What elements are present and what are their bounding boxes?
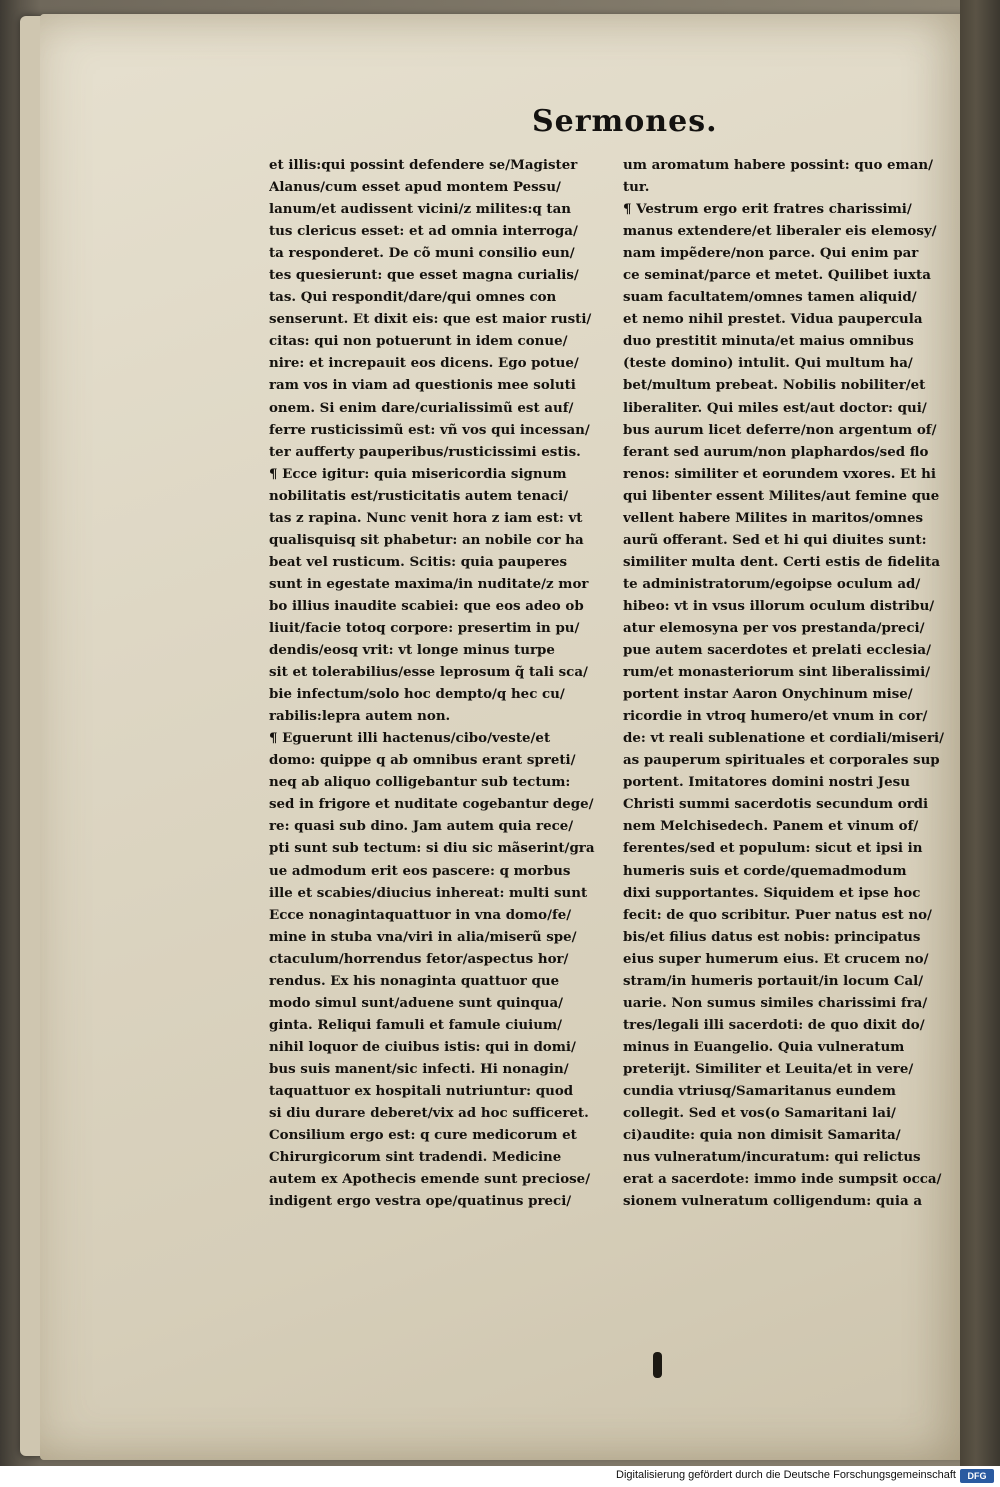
text-line: sunt in egestate maxima/in nuditate/z mor <box>269 575 589 592</box>
text-line: (teste domino) intulit. Qui multum ha/ <box>623 355 913 372</box>
text-line: si diu durare deberet/vix ad hoc sufficeret. <box>269 1105 589 1122</box>
text-line: et nemo nihil prestet. Vidua paupercula <box>623 311 923 328</box>
text-line: pue autem sacerdotes et prelati ecclesia/ <box>623 642 931 659</box>
text-line: ferre rusticissimũ est: vñ vos qui incessan/ <box>269 421 590 438</box>
text-line: neq ab aliquo colligebantur sub tectum: <box>269 774 571 791</box>
text-line: qui libenter essent Milites/aut femine que <box>623 487 940 504</box>
text-line: preterijt. Similiter et Leuita/et in vere/ <box>623 1060 914 1077</box>
text-line: lanum/et audissent vicini/z milites:q tan <box>269 201 572 218</box>
text-line: stram/in humeris portauit/in locum Cal/ <box>623 972 924 989</box>
text-line: Ecce nonagintaquattuor in vna domo/fe/ <box>269 906 572 923</box>
text-line: domo: quippe q ab omnibus erant spreti/ <box>269 752 576 769</box>
right-text-column <box>623 154 953 1212</box>
text-line: aurũ offerant. Sed et hi qui diuites sunt: <box>623 531 927 548</box>
text-line: erat a sacerdote: immo inde sumpsit occa/ <box>623 1171 942 1188</box>
text-line: sed in frigore et nuditate cogebantur dege/ <box>269 796 594 813</box>
text-line: pti sunt sub tectum: si diu sic mãserint/gra <box>269 840 595 857</box>
text-line: ta responderet. De cõ muni consilio eun/ <box>269 245 575 262</box>
text-line: humeris suis et corde/quemadmodum <box>623 862 907 879</box>
text-line: ter aufferty pauperibus/rusticissimi estis. <box>269 443 581 460</box>
text-line: sionem vulneratum colligendum: quia a <box>623 1193 923 1210</box>
text-line: ctaculum/horrendus fetor/aspectus hor/ <box>269 950 569 967</box>
footer-bar <box>0 1466 1000 1487</box>
text-line: similiter multa dent. Certi estis de fidelita <box>623 553 941 570</box>
text-line: um aromatum habere possint: quo eman/ <box>623 157 934 173</box>
text-line: Christi summi sacerdotis secundum ordi <box>623 796 929 813</box>
ink-mark <box>653 1352 662 1378</box>
text-line: autem ex Apothecis emende sunt preciose/ <box>269 1171 591 1188</box>
text-line: renos: similiter et eorundem vxores. Et hi <box>623 465 936 482</box>
text-line: qualisquisq sit phabetur: an nobile cor ha <box>269 531 584 548</box>
text-line: rendus. Ex his nonaginta quattuor que <box>269 972 560 989</box>
text-line: et illis:qui possint defendere se/Magister <box>269 157 578 173</box>
text-line: liberaliter. Qui miles est/aut doctor: qui/ <box>623 399 927 416</box>
text-line: tas. Qui respondit/dare/qui omnes con <box>269 289 557 306</box>
text-line: onem. Si enim dare/curialissimũ est auf/ <box>269 399 574 416</box>
text-line: bus aurum licet deferre/non argentum of/ <box>623 421 937 438</box>
text-line: ci)audite: quia non dimisit Samarita/ <box>623 1127 901 1144</box>
text-line: ferentes/sed et populum: sicut et ipsi in <box>623 840 923 857</box>
text-line: tas z rapina. Nunc venit hora z iam est: vt <box>269 509 583 526</box>
text-line: uarie. Non sumus similes charissimi fra/ <box>623 994 928 1011</box>
text-line: bie infectum/solo hoc dempto/q hec cu/ <box>269 686 565 703</box>
text-line: taquattuor ex hospitali nutriuntur: quod <box>269 1082 574 1099</box>
text-line: bo illius inaudite scabiei: que eos adeo ob <box>269 597 584 614</box>
text-line: ricordie in vtroq humero/et vnum in cor/ <box>623 708 928 725</box>
text-line: ille et scabies/diucius inhereat: multi sunt <box>269 884 588 901</box>
text-line: te administratorum/egoipse oculum ad/ <box>623 575 921 592</box>
text-line: tur. <box>623 179 650 196</box>
text-line: rum/et monasteriorum sint liberalissimi/ <box>623 664 931 681</box>
text-line: bus suis manent/sic infecti. Hi nonagin/ <box>269 1060 569 1077</box>
text-line: modo simul sunt/aduene sunt quinqua/ <box>269 994 564 1011</box>
text-line: tus clericus esset: et ad omnia interroga/ <box>269 223 578 240</box>
text-line: suam facultatem/omnes tamen aliquid/ <box>623 289 917 306</box>
text-line: Alanus/cum esset apud montem Pessu/ <box>269 179 561 196</box>
text-line: nem Melchisedech. Panem et vinum of/ <box>623 818 919 835</box>
text-line: nus vulneratum/incuratum: qui relictus <box>623 1149 921 1166</box>
text-line: manus extendere/et liberaler eis elemosy/ <box>623 223 937 240</box>
text-line: as pauperum spirituales et corporales sup <box>623 752 940 769</box>
text-line: nire: et increpauit eos dicens. Ego potue/ <box>269 355 579 372</box>
text-line: ¶ Eguerunt illi hactenus/cibo/veste/et <box>269 730 551 747</box>
text-line: dendis/eosq vrit: vt longe minus turpe <box>269 642 555 659</box>
text-line: ¶ Vestrum ergo erit fratres charissimi/ <box>623 201 912 218</box>
text-line: minus in Euangelio. Quia vulneratum <box>623 1038 905 1055</box>
text-line: vellent habere Milites in maritos/omnes <box>623 509 924 526</box>
text-line: fecit: de quo scribitur. Puer natus est no/ <box>623 906 932 923</box>
text-line: nam impẽdere/non parce. Qui enim par <box>623 245 919 262</box>
footer-credit: Digitalisierung gefördert durch die Deutsche Forschungsgemeinschaft <box>616 1469 956 1481</box>
text-line: portent. Imitatores domini nostri Jesu <box>623 774 910 791</box>
text-line: bis/et filius datus est nobis: principatus <box>623 928 921 945</box>
text-line: nihil loquor de ciuibus istis: qui in domi/ <box>269 1038 576 1055</box>
text-line: eius super humerum eius. Et crucem no/ <box>623 950 929 967</box>
text-line: de: vt reali sublenatione et cordiali/miseri/ <box>623 730 945 747</box>
dfg-logo-icon: DFG <box>960 1469 994 1483</box>
text-line: ce seminat/parce et metet. Quilibet iuxta <box>623 267 931 284</box>
text-line: Chirurgicorum sint tradendi. Medicine <box>269 1149 562 1166</box>
text-line: tes quesierunt: que esset magna curialis/ <box>269 267 579 284</box>
text-line: atur elemosyna per vos prestanda/preci/ <box>623 619 925 636</box>
text-line: hibeo: vt in vsus illorum oculum distribu/ <box>623 597 935 614</box>
text-line: mine in stuba vna/viri in alia/miserũ spe/ <box>269 928 577 945</box>
text-line: dixi supportantes. Siquidem et ipse hoc <box>623 884 921 901</box>
text-line: sit et tolerabilius/esse leprosum q̃ tali sca/ <box>269 664 588 681</box>
text-line: Consilium ergo est: q cure medicorum et <box>269 1127 577 1144</box>
text-line: nobilitatis est/rusticitatis autem tenaci/ <box>269 487 569 504</box>
text-line: tres/legali illi sacerdoti: de quo dixit do/ <box>623 1016 925 1033</box>
text-line: citas: qui non potuerunt in idem conue/ <box>269 333 568 350</box>
text-line: collegit. Sed et vos(o Samaritani lai/ <box>623 1105 896 1122</box>
text-line: senserunt. Et dixit eis: que est maior rusti/ <box>269 311 592 328</box>
text-line: cundia vtriusq/Samaritanus eundem <box>623 1082 896 1099</box>
text-line: duo prestitit minuta/et maius omnibus <box>623 333 914 350</box>
text-line: beat vel rusticum. Scitis: quia pauperes <box>269 553 568 570</box>
text-line: rabilis:lepra autem non. <box>269 708 451 725</box>
text-line: liuit/facie totoq corpore: presertim in pu/ <box>269 619 580 636</box>
text-line: ¶ Ecce igitur: quia misericordia signum <box>269 465 567 482</box>
book-binding-edge <box>960 0 1000 1466</box>
text-line: bet/multum prebeat. Nobilis nobiliter/et <box>623 377 926 394</box>
running-head: Sermones. <box>532 104 718 139</box>
left-text-column <box>269 154 599 1212</box>
text-line: re: quasi sub dino. Jam autem quia rece/ <box>269 818 574 835</box>
text-line: indigent ergo vestra ope/quatinus preci/ <box>269 1193 572 1210</box>
text-line: ginta. Reliqui famuli et famule ciuium/ <box>269 1016 563 1033</box>
text-line: portent instar Aaron Onychinum mise/ <box>623 686 913 703</box>
text-line: ferant sed aurum/non plaphardos/sed flo <box>623 443 929 460</box>
text-line: ue admodum erit eos pascere: q morbus <box>269 862 571 879</box>
text-line: ram vos in viam ad questionis mee soluti <box>269 377 576 394</box>
